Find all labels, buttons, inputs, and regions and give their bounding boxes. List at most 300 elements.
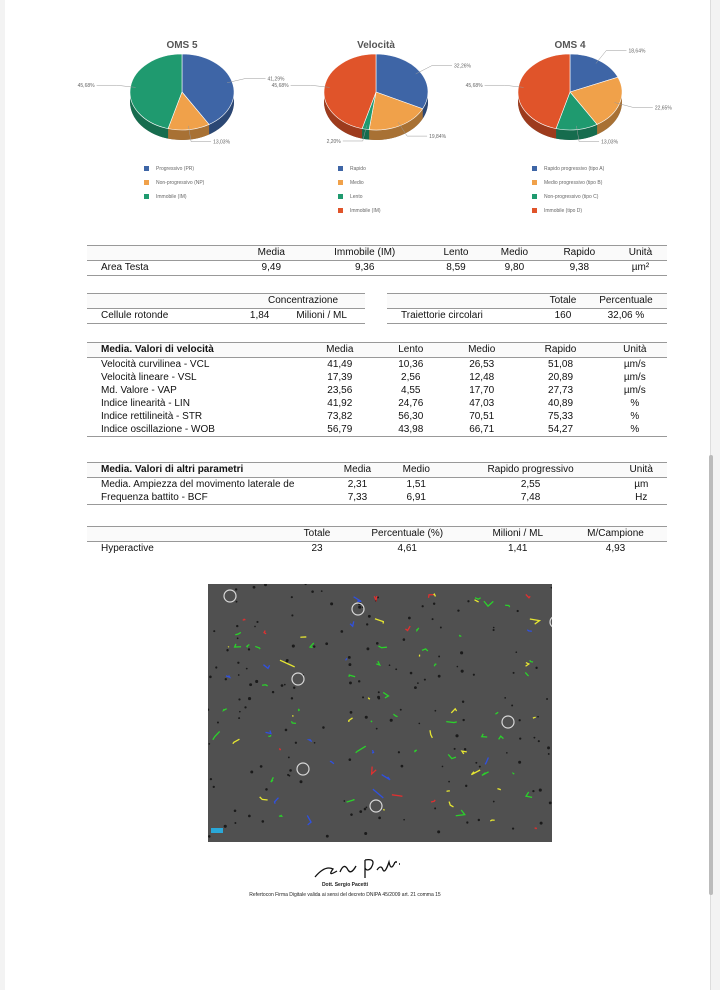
particle [433,603,435,605]
particle [311,590,314,593]
particle [434,807,436,809]
pie-label: 41,29% [267,76,285,83]
vel-cell: 24,76 [398,398,424,409]
particle [234,822,236,824]
vel-h2: Lento [377,343,445,358]
particle [210,778,212,780]
particle [292,644,295,647]
legend-label: Immobile (IM) [350,208,381,214]
particle [281,684,284,687]
particle [389,664,391,666]
altri-h2: Medio [387,463,446,478]
particle [465,785,467,787]
particle [350,711,353,714]
area-cell: 8,59 [428,261,484,276]
particle [467,600,469,602]
particle [350,813,353,816]
particle [438,656,440,658]
particle [422,605,424,607]
particle [461,670,464,673]
legend-label: Rapido progressivo (tipo A) [544,166,605,172]
particle [321,590,323,592]
legend-label: Progressivo (PR) [156,166,195,172]
handwritten-signature-icon [285,852,405,882]
particle [248,815,251,818]
particle [330,602,333,605]
particle [291,596,293,598]
particle [239,711,241,713]
table-row [87,358,667,372]
area-cell: 9,49 [241,261,302,276]
legend-swatch [144,180,149,185]
sperm-track [298,709,299,711]
traiett-label: Traiettorie circolari [387,309,541,324]
vel-cell: % [630,398,640,409]
pie-label: 18,64% [628,48,646,55]
vel-cell: µm/s [623,372,646,383]
particle [235,588,237,590]
altri-h3: Rapido progressivo [446,463,616,478]
particle [378,697,380,699]
vel-cell: 51,08 [548,359,574,370]
particle [272,691,274,693]
vel-cell: 10,36 [398,359,424,370]
velocity-header-row [87,343,667,358]
particle [506,752,508,754]
hyper-cell: 1,41 [508,543,528,554]
particle [224,825,227,828]
particle [401,765,404,768]
table-row [87,261,667,276]
particle [537,716,539,718]
vel-cell: 75,33 [548,411,574,422]
cellule-table [87,293,365,324]
legend-swatch [338,166,343,171]
particle [366,806,368,808]
particle [288,756,290,758]
particle [549,801,552,804]
legend-label: Rapido [350,166,366,172]
pie-label: 13,03% [213,139,231,146]
pie-title: OMS 4 [554,40,586,51]
particle [213,630,215,632]
particle [364,808,367,811]
altri-cell: 7,33 [328,491,387,505]
particle [366,623,368,625]
particle [284,684,286,686]
particle [535,667,537,669]
particle [457,609,459,611]
particle [349,758,352,761]
area-cell: 9,36 [302,261,428,276]
area-h4: Medio [484,246,545,261]
pie-label: 19,84% [429,134,447,141]
particle [479,766,481,768]
particle [464,748,466,750]
legend-swatch [338,194,343,199]
vel-cell: 40,89 [548,398,574,409]
particle [217,721,219,723]
particle [448,781,450,783]
particle [475,762,477,764]
particle [418,723,420,725]
altri-cell: 2,55 [520,479,541,490]
particle [493,629,495,631]
particle [478,819,480,821]
particle [358,605,361,608]
vel-cell: 17,39 [327,372,353,383]
particle [367,647,370,650]
particle [358,680,360,682]
vel-label: Indice linearità - LIN [101,398,190,409]
legend-label: Medio progressivo (tipo B) [544,180,603,186]
sperm-track [371,721,372,722]
particle [322,726,325,729]
particle [548,753,550,755]
particle [249,683,252,686]
area-h0 [87,246,241,261]
particle [364,832,367,835]
photo-bg [208,584,552,842]
vel-cell: 66,71 [445,423,519,437]
particle [326,835,329,838]
particle [432,618,434,620]
particle [225,678,227,680]
vel-h1: Media [303,343,377,358]
particle [455,734,458,737]
vel-cell: 56,30 [398,411,424,422]
vel-cell: 41,92 [327,398,353,409]
particle [365,716,368,719]
pie-title: OMS 5 [166,40,198,51]
particle [390,719,393,722]
particle [295,742,297,744]
cellule-h-empty [87,294,241,309]
particle [255,680,258,683]
altri-cell: 1,51 [406,479,426,490]
sperm-track [513,773,515,774]
altri-cell: 2,31 [347,479,368,490]
particle [348,656,351,659]
particle [457,666,459,668]
area-label: Area Testa [87,261,241,276]
traiett-h-empty [387,294,541,309]
particle [400,709,402,711]
table-row [87,397,667,410]
altri-h1: Media [328,463,387,478]
particle [515,651,517,653]
particle [513,672,515,674]
particle [398,751,400,753]
legend-label: Non-progressivo (NP) [156,180,205,186]
particle [293,687,295,689]
cellule-value: 1,84 [241,309,278,324]
particle [313,645,315,647]
particle [378,817,381,820]
particle [438,675,441,678]
particle [424,679,426,681]
particle [208,835,211,838]
altri-cell: 7,48 [446,491,616,505]
particle [368,615,371,618]
altri-h4: Unità [615,463,667,478]
particle [226,649,228,651]
vel-label: Velocità curvilinea - VCL [101,359,210,370]
area-cell: 9,38 [545,261,614,276]
table-row [87,423,667,437]
particle [519,719,521,721]
traiett-perc: 32,06 % [585,309,667,324]
particle [236,601,238,603]
particle [504,697,506,699]
particle [539,789,542,792]
vel-cell: 43,98 [377,423,445,437]
pie-charts [0,0,720,235]
hyper-header-row [87,527,667,542]
table-row [87,371,667,384]
particle [493,801,495,803]
vel-h0: Media. Valori di velocità [87,343,303,358]
particle [376,642,379,645]
particle [547,746,550,749]
doctor-name: Dott. Sergio Pacetti [321,882,369,888]
particle [248,697,251,700]
area-h2: Immobile (IM) [302,246,428,261]
traiett-h-tot: Totale [541,294,585,309]
legend-label: Medio [350,180,364,186]
legend-swatch [144,194,149,199]
particle [343,800,345,802]
table-row [87,384,667,397]
sperm-track [446,722,457,723]
hyper-h1: Totale [291,527,343,542]
legend-swatch [144,166,149,171]
vel-cell: µm/s [623,385,646,396]
particle [462,719,464,721]
particle [237,637,239,639]
scale-bar [211,828,223,833]
particle [340,630,343,633]
hyper-h0 [87,527,291,542]
table-row [87,491,667,505]
traiett-tot: 160 [541,309,585,324]
particle [546,698,548,700]
traiett-header-row [387,294,667,309]
particle [287,774,289,776]
traiett-table [387,293,667,324]
area-table [87,245,667,276]
hyper-h3: Milioni / ML [471,527,564,542]
altri-label: Frequenza battito - BCF [87,491,328,505]
particle [248,648,250,650]
particle [349,682,352,685]
hyper-cell: 4,61 [397,543,417,554]
altri-cell: 6,91 [387,491,446,505]
legend-swatch [532,166,537,171]
area-header-row [87,246,667,261]
velocity-table [87,342,667,437]
particle [512,827,514,829]
particle [403,638,406,641]
particle [532,790,534,792]
particle [533,737,535,739]
particle [538,740,540,742]
particle [237,662,239,664]
area-cell: µm² [614,261,667,276]
vel-h4: Rapido [519,343,603,358]
pie-label: 22,65% [654,105,672,112]
particle [440,627,442,629]
particle [403,819,405,821]
area-h1: Media [241,246,302,261]
particle [246,668,248,670]
particle [236,625,238,627]
particle [540,822,543,825]
legend-swatch [338,180,343,185]
particle [253,586,256,589]
legend-swatch [338,208,343,213]
altri-h0: Media. Valori di altri parametri [87,463,328,478]
legend-swatch [532,208,537,213]
pie-label: 45,68% [271,83,289,90]
area-cell: 9,80 [484,261,545,276]
particle [325,642,328,645]
vel-label: Indice oscillazione - WOB [87,423,303,437]
particle [291,697,293,699]
table-row [87,410,667,423]
legend-label: Lento [350,194,363,200]
particle [395,668,397,670]
table-row [87,542,667,557]
signature-block [230,852,460,907]
pie-label: 45,68% [77,83,95,90]
vel-h5: Unità [603,343,667,358]
hyper-label: Hyperactive [101,543,154,554]
vel-cell: 54,27 [519,423,603,437]
legend-label: Non-progressivo (tipo C) [544,194,599,200]
particle [300,780,303,783]
vel-cell: % [603,423,667,437]
particle [473,674,475,676]
particle [208,743,210,745]
area-h6: Unità [614,246,667,261]
legend-swatch [532,194,537,199]
vel-h3: Medio [445,343,519,358]
particle [408,617,411,620]
particle [466,821,468,823]
particle [460,651,463,654]
hyper-h2: Percentuale (%) [343,527,471,542]
particle [442,766,444,768]
altri-label: Media. Ampiezza del movimento laterale de [101,479,295,490]
area-h5: Rapido [545,246,614,261]
particle [348,663,351,666]
particle [493,627,495,629]
table-row [87,478,667,492]
vel-cell: 12,48 [469,372,495,383]
particle [462,700,464,702]
particle [519,737,521,739]
microscope-image [208,584,552,842]
particle [518,761,521,764]
vel-cell: 20,89 [548,372,574,383]
particle [215,666,217,668]
particle [437,830,440,833]
particle [378,691,380,693]
vel-cell: % [630,411,640,422]
particle [234,809,237,812]
particle [260,765,263,768]
vel-cell: 41,49 [327,359,353,370]
hyper-h4: M/Campione [564,527,667,542]
pie-label: 45,68% [465,83,483,90]
particle [213,786,215,788]
vel-cell: 23,56 [327,385,353,396]
particle [250,770,253,773]
pie-label: 2,20% [326,138,341,145]
scrollbar[interactable] [709,455,713,895]
hyper-table [87,526,667,556]
particle [256,621,258,623]
particle [517,610,519,612]
altri-table [87,462,667,505]
particle [314,742,316,744]
altri-cell: µm [634,479,649,490]
vel-cell: 47,03 [469,398,495,409]
particle [291,614,293,616]
vel-cell: 73,82 [327,411,353,422]
hyper-cell: 23 [311,543,323,554]
vel-cell: 70,51 [469,411,495,422]
particle [238,674,240,676]
cellule-unit: Milioni / ML [278,309,365,324]
vel-label: Md. Valore - VAP [101,385,177,396]
vel-cell: 2,56 [401,372,421,383]
legend-label: Immobile (tipo D) [544,208,583,214]
signature-note: Refertocon Firma Digitale valida ai sensi del decreto DNIPA 45/2009 art. 21 comma 15 [249,892,441,898]
particle [359,810,362,813]
pie-label: 32,26% [454,63,471,70]
vel-cell: 4,55 [401,385,421,396]
vel-cell: 17,70 [469,385,495,396]
particle [262,820,265,823]
particle [434,710,436,712]
sperm-track [383,809,384,810]
cellule-label: Cellule rotonde [87,309,241,324]
particle [254,626,256,628]
altri-header-row [87,463,667,478]
particle [238,698,240,700]
cellule-header-row [87,294,365,309]
cellule-h-conc: Concentrazione [241,294,365,309]
legend-label: Immobile (IM) [156,194,187,200]
particle [414,686,417,689]
table-row [87,309,365,324]
legend-swatch [532,180,537,185]
particle [209,676,212,679]
particle [289,769,292,772]
particle [454,748,456,750]
particle [362,696,364,698]
vel-label: Velocità lineare - VSL [101,372,197,383]
vel-cell: 27,73 [548,385,574,396]
altri-cell: Hz [615,491,667,505]
hyper-cell: 4,93 [605,543,626,554]
vel-label: Indice rettilineità - STR [101,411,203,422]
vel-cell: 26,53 [469,359,495,370]
particle [511,704,513,706]
particle [244,706,246,708]
